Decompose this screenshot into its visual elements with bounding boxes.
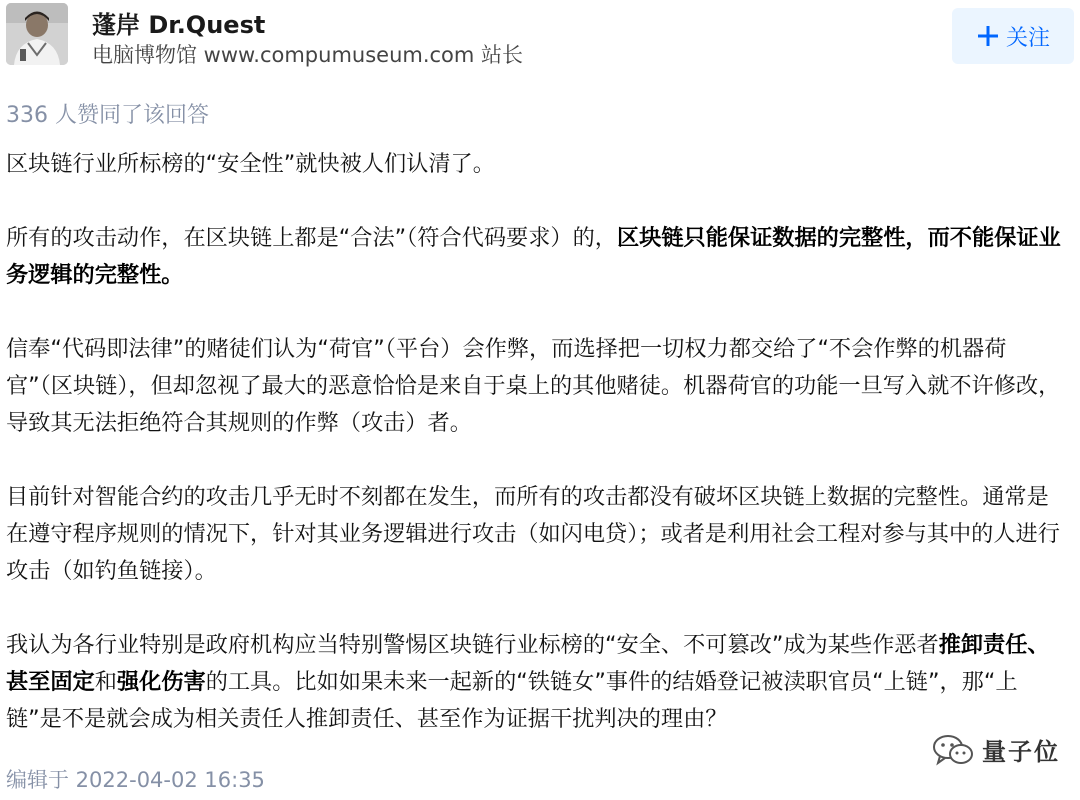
paragraph-5-bold-1: 推卸责任、甚至固定 — [6, 632, 1050, 695]
follow-button[interactable] — [952, 8, 1074, 64]
edit-timestamp[interactable]: 编辑于 2022-04-02 16:35 — [6, 768, 265, 792]
answer-content — [6, 146, 1066, 738]
author-bio: 电脑博物馆 www.compumuseum.com 站长 — [92, 43, 524, 67]
vote-summary[interactable]: 336 人赞同了该回答 — [6, 103, 209, 128]
plus-icon — [976, 24, 1000, 48]
answer-header — [6, 3, 1074, 67]
wechat-icon — [932, 733, 974, 767]
answer-paragraph-2 — [6, 220, 1066, 294]
avatar[interactable] — [6, 3, 68, 65]
paragraph-5-and: 和 — [94, 669, 117, 695]
answer-paragraph-5 — [6, 627, 1066, 738]
answer-paragraph-3: 信奉“代码即法律”的赌徒们认为“荷官”（平台）会作弊，而选择把一切权力都交给了“不会作弊的机器荷官”（区块链），但却忽视了最大的恶意恰恰是来自于桌上的其他赌徒。机器荷官的功能一旦写入就不许修改，导致其无法拒绝符合其规则的作弊（攻击）者。 — [6, 336, 1061, 436]
paragraph-2-text: 所有的攻击动作，在区块链上都是“合法”（符合代码要求）的， — [6, 225, 617, 251]
watermark — [932, 732, 1060, 767]
paragraph-5-bold-2: 强化伤害 — [116, 669, 206, 695]
paragraph-5-text-c: 的工具。比如如果未来一起新的“铁链女”事件的结婚登记被渎职官员“上链”，那“上链”是不是就会成为相关责任人推卸责任、甚至作为证据干扰判决的理由？ — [6, 669, 1018, 732]
avatar-image — [6, 3, 68, 65]
answer-paragraph-1: 区块链行业所标榜的“安全性”就快被人们认清了。 — [6, 151, 495, 177]
author-name[interactable]: 蓬岸 Dr.Quest — [92, 11, 266, 39]
paragraph-2-bold: 区块链只能保证数据的完整性，而不能保证业务逻辑的完整性。 — [6, 225, 1061, 288]
answer-paragraph-4: 目前针对智能合约的攻击几乎无时不刻都在发生，而所有的攻击都没有破坏区块链上数据的完整性。通常是在遵守程序规则的情况下，针对其业务逻辑进行攻击（如闪电贷）；或者是利用社会工程对参与其中的人进行攻击（如钓鱼链接）。 — [6, 484, 1060, 584]
paragraph-5-text-a: 我认为各行业特别是政府机构应当特别警惕区块链行业标榜的“安全、不可篡改”成为某些作恶者 — [6, 632, 939, 658]
follow-button-label: 关注 — [1005, 24, 1050, 50]
watermark-text: 量子位 — [982, 738, 1060, 766]
